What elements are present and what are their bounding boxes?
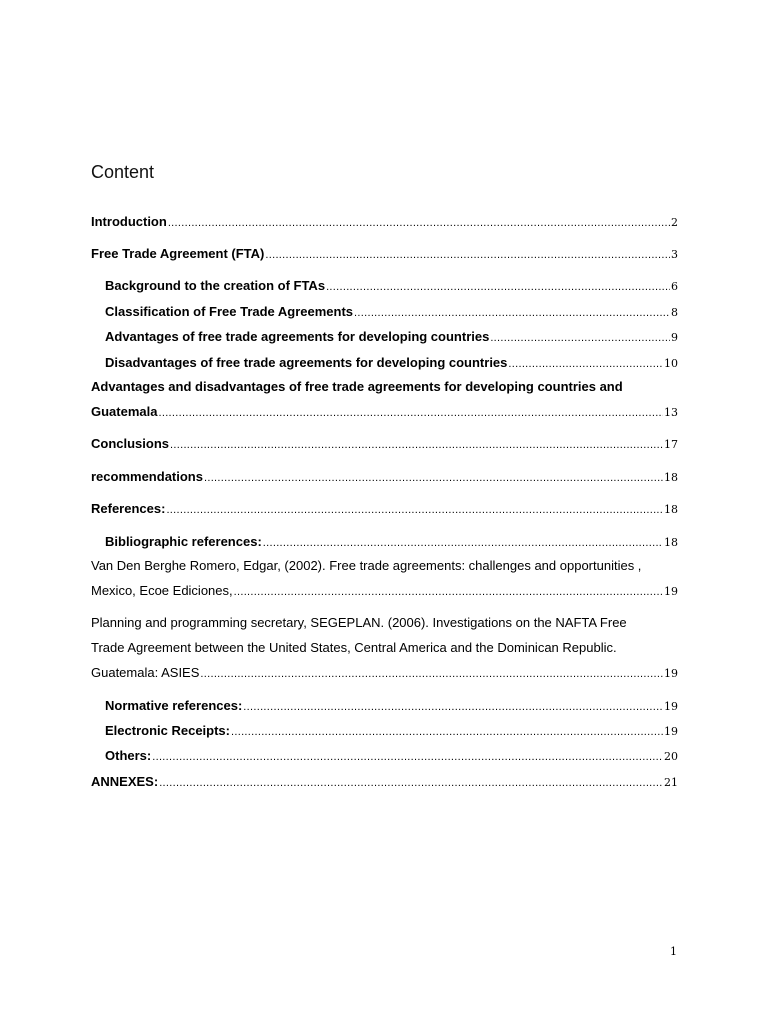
toc-entry-fta[interactable] bbox=[91, 246, 678, 263]
page-title: Content bbox=[91, 162, 155, 182]
toc-entry-others[interactable] bbox=[105, 748, 678, 765]
toc-page-number: 20 bbox=[664, 750, 678, 763]
toc-entry-title: recommendations bbox=[91, 469, 203, 484]
toc-entry-title: Normative references: bbox=[105, 698, 243, 713]
toc-entry-title: Guatemala bbox=[91, 404, 158, 419]
toc-entry-bibliographic[interactable] bbox=[105, 534, 678, 551]
toc-entry-adv-disadv[interactable] bbox=[91, 404, 678, 421]
toc-entry-title: Background to the creation of FTAs bbox=[105, 278, 326, 293]
dot-leader bbox=[265, 247, 670, 263]
toc-page-number: 18 bbox=[664, 503, 678, 516]
dot-leader bbox=[159, 775, 663, 791]
dot-leader bbox=[508, 356, 663, 372]
toc-entry-title: Classification of Free Trade Agreements bbox=[105, 304, 354, 319]
toc-entry-title: Bibliographic references: bbox=[105, 534, 262, 549]
toc-page-number: 3 bbox=[671, 248, 678, 261]
toc-page-number: 9 bbox=[671, 331, 678, 344]
dot-leader bbox=[158, 405, 663, 421]
dot-leader bbox=[354, 305, 670, 321]
toc-entry-recommendations[interactable] bbox=[91, 469, 678, 486]
toc-entry-title: Mexico, Ecoe Ediciones, bbox=[91, 583, 233, 598]
toc-entry-van-den-berghe-line[interactable]: Van Den Berghe Romero, Edgar, (2002). Free trade agreements: challenges and opportunities , bbox=[91, 558, 642, 573]
toc-entry-title: Electronic Receipts: bbox=[105, 723, 230, 738]
toc-page-number: 19 bbox=[664, 585, 678, 598]
dot-leader bbox=[168, 215, 670, 231]
dot-leader bbox=[166, 502, 663, 518]
toc-page-number: 6 bbox=[671, 280, 678, 293]
toc-entry-introduction[interactable] bbox=[91, 214, 678, 231]
toc-entry-conclusions[interactable] bbox=[91, 436, 678, 453]
toc-page-number: 18 bbox=[664, 536, 678, 549]
toc-page-number: 10 bbox=[664, 357, 678, 370]
toc-page-number: 13 bbox=[664, 406, 678, 419]
toc-entry-disadvantages[interactable] bbox=[105, 355, 678, 372]
page-number: 1 bbox=[670, 945, 677, 958]
toc-entry-segeplan-line-2[interactable]: Trade Agreement between the United States, Central America and the Dominican Republic. bbox=[91, 640, 617, 655]
toc-entry-electronic[interactable] bbox=[105, 723, 678, 740]
dot-leader bbox=[204, 470, 663, 486]
toc-page-number: 19 bbox=[664, 700, 678, 713]
dot-leader bbox=[490, 330, 670, 346]
toc-entry-title: Free Trade Agreement (FTA) bbox=[91, 246, 265, 261]
dot-leader bbox=[231, 724, 663, 740]
toc-entry-title: Advantages of free trade agreements for developing countries bbox=[105, 329, 490, 344]
toc-entry-segeplan-line-1[interactable]: Planning and programming secretary, SEGEPLAN. (2006). Investigations on the NAFTA Free bbox=[91, 615, 627, 630]
toc-page-number: 2 bbox=[671, 216, 678, 229]
dot-leader bbox=[243, 699, 663, 715]
dot-leader bbox=[152, 749, 663, 765]
toc-entry-title: Introduction bbox=[91, 214, 167, 229]
toc-entry-adv-disadv-line[interactable]: Advantages and disadvantages of free trade agreements for developing countries and bbox=[91, 379, 623, 394]
toc-page-number: 18 bbox=[664, 471, 678, 484]
toc-page-number: 8 bbox=[671, 306, 678, 319]
toc-entry-classification[interactable] bbox=[105, 304, 678, 321]
toc-entry-advantages[interactable] bbox=[105, 329, 678, 346]
toc-entry-title: Others: bbox=[105, 748, 152, 763]
dot-leader bbox=[170, 437, 663, 453]
toc-entry-segeplan[interactable] bbox=[91, 665, 678, 682]
toc-entry-normative[interactable] bbox=[105, 698, 678, 715]
toc-entry-title: Guatemala: ASIES bbox=[91, 665, 200, 680]
toc-page-number: 19 bbox=[664, 667, 678, 680]
toc-entry-background[interactable] bbox=[105, 278, 678, 295]
toc-entry-title: Conclusions bbox=[91, 436, 170, 451]
toc-entry-references[interactable] bbox=[91, 501, 678, 518]
toc-page-number: 21 bbox=[664, 776, 678, 789]
dot-leader bbox=[200, 666, 663, 682]
toc-entry-title: ANNEXES: bbox=[91, 774, 159, 789]
toc-page-number: 17 bbox=[664, 438, 678, 451]
dot-leader bbox=[326, 279, 670, 295]
dot-leader bbox=[234, 584, 663, 600]
dot-leader bbox=[263, 535, 663, 551]
toc-entry-annexes[interactable] bbox=[91, 774, 678, 791]
toc-page-number: 19 bbox=[664, 725, 678, 738]
toc-entry-title: Disadvantages of free trade agreements for developing countries bbox=[105, 355, 508, 370]
toc-entry-title: References: bbox=[91, 501, 166, 516]
toc-entry-van-den-berghe[interactable] bbox=[91, 583, 678, 600]
